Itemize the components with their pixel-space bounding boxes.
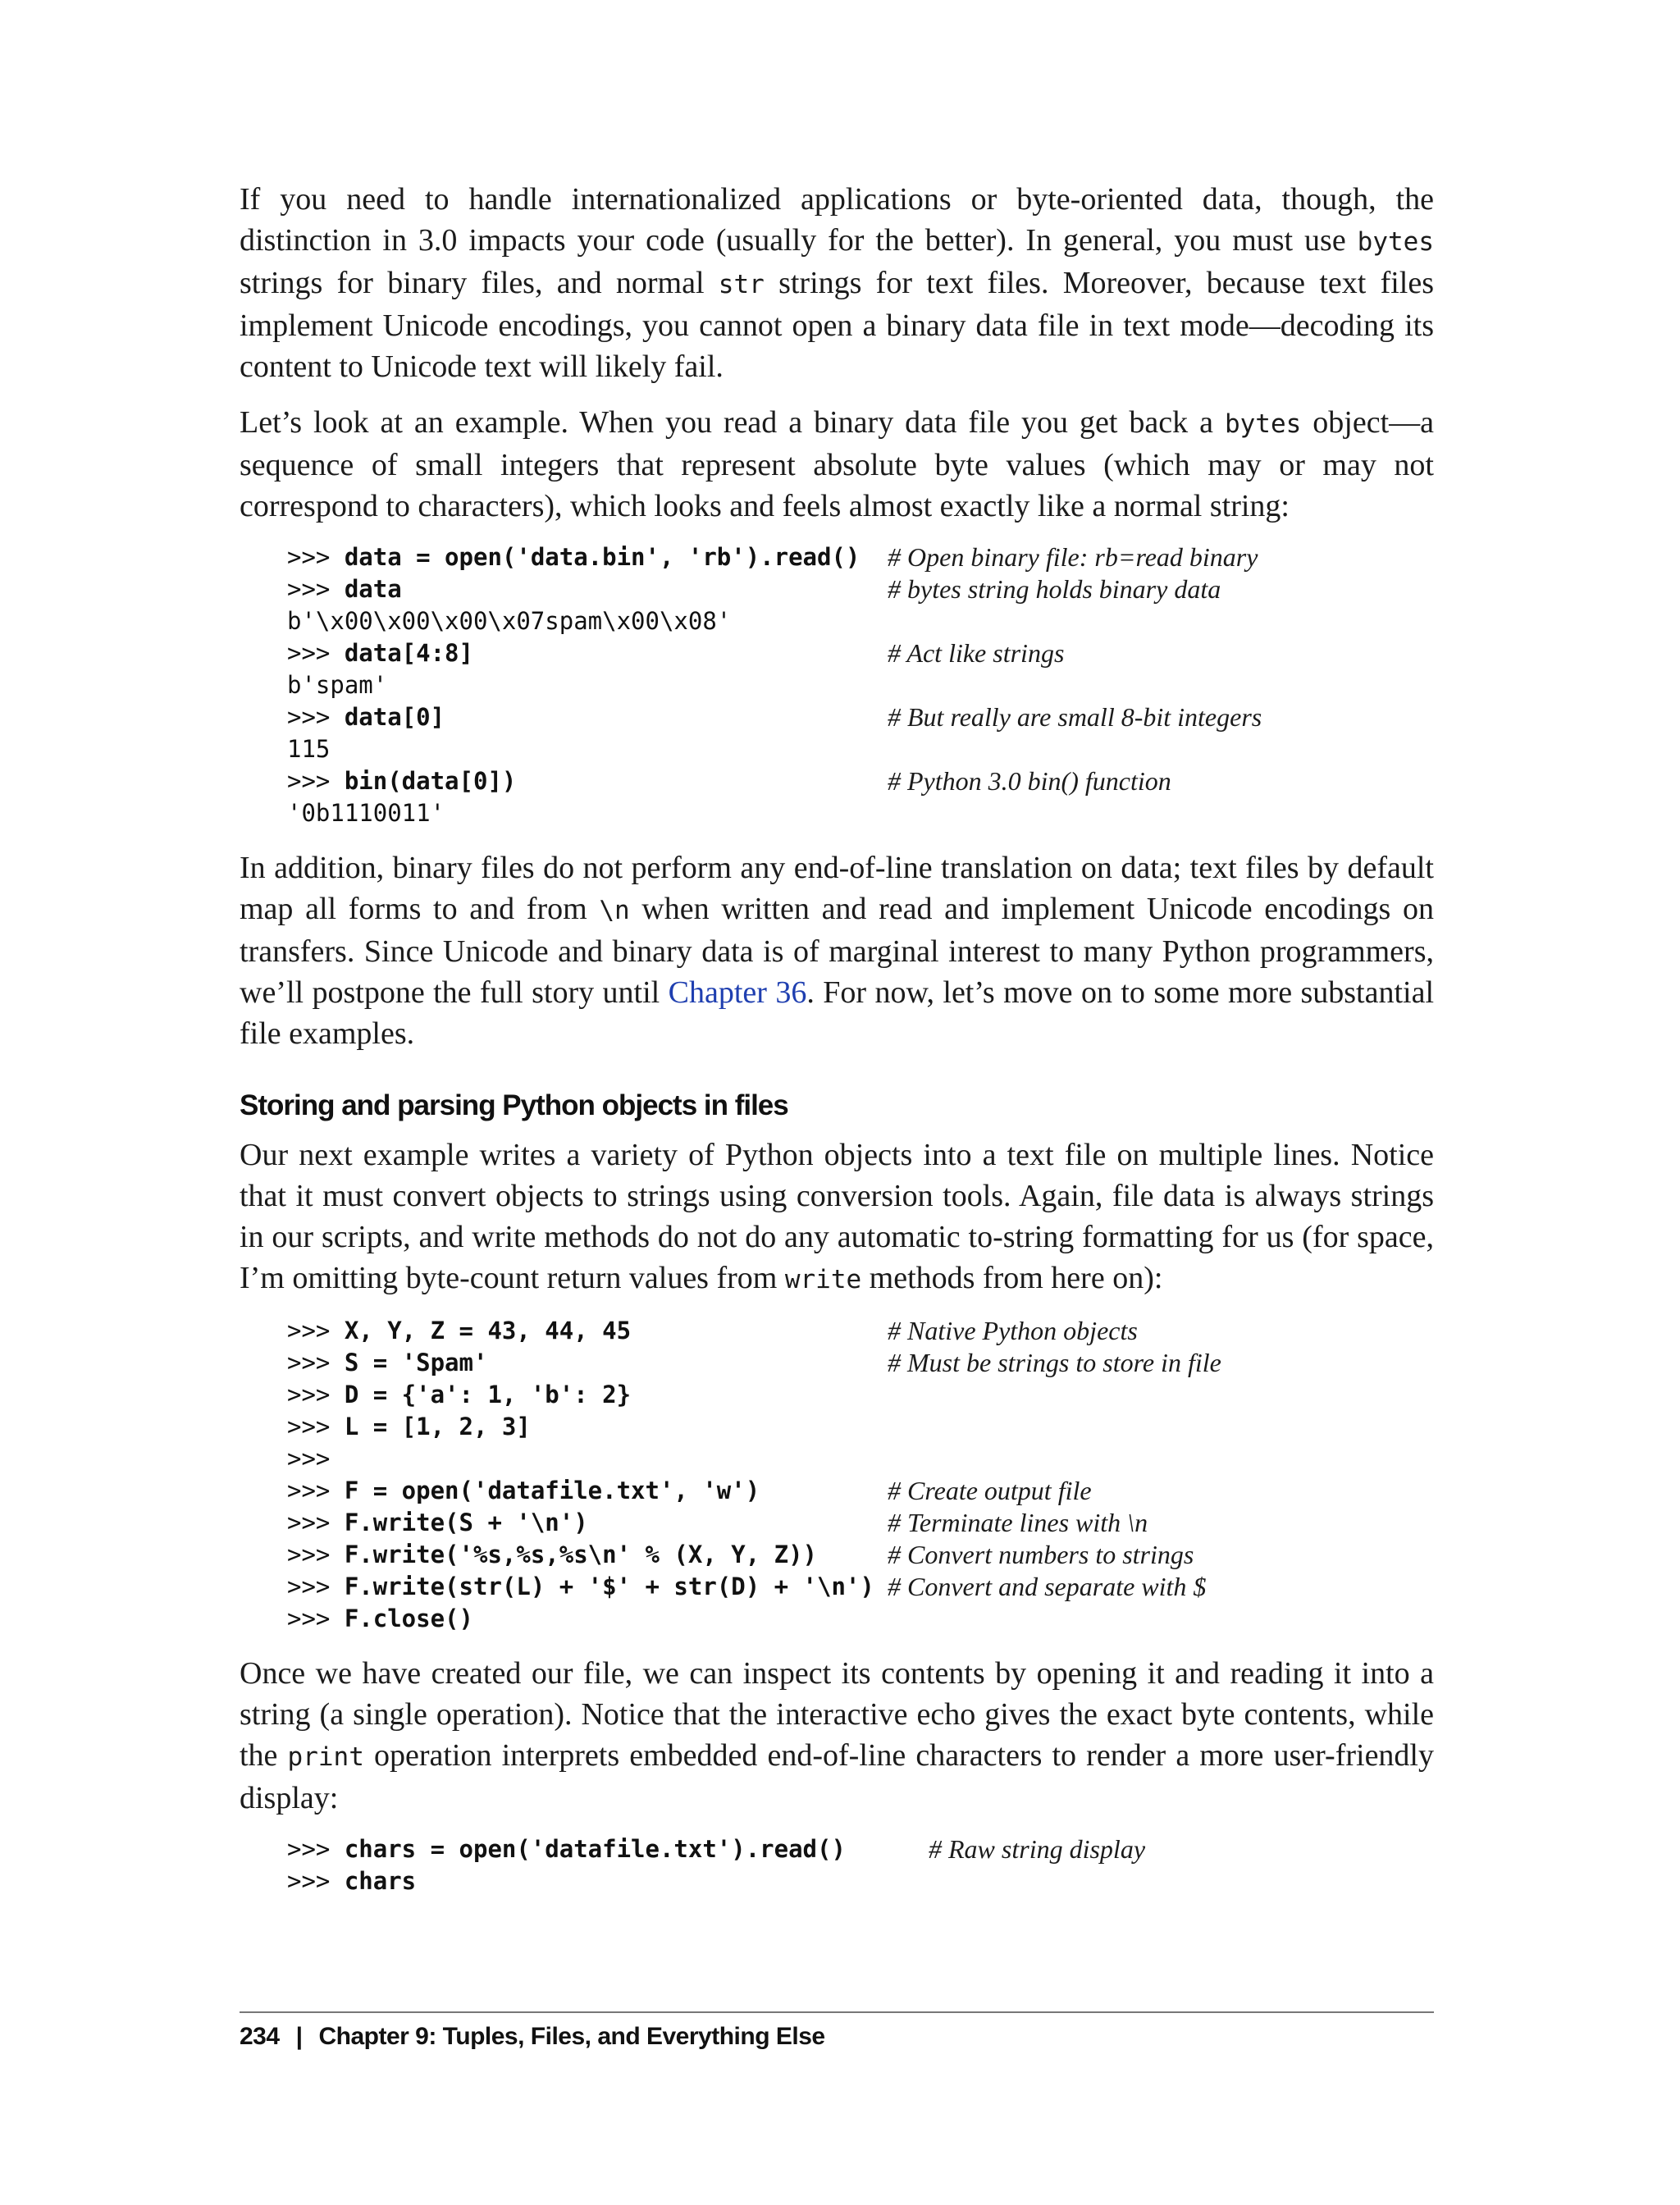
code-block-read-file bbox=[240, 1833, 1434, 1897]
code-prompt: >>> bbox=[287, 703, 345, 731]
code-statement bbox=[287, 573, 402, 605]
code-prompt: >>> bbox=[287, 1867, 345, 1895]
code-statement bbox=[287, 1315, 631, 1347]
code-input: data[0] bbox=[344, 703, 445, 731]
text-run: In addition, binary files do not perform any end-of-line translation on data; text files by default map all forms to and from bbox=[240, 851, 1434, 926]
code-statement bbox=[287, 1411, 531, 1443]
code-comment: # Act like strings bbox=[888, 638, 1065, 668]
text-run: strings for text files. Moreover, because text files implement Unicode encodings, you cannot open a binary data file in text mode—decoding its content to Unicode text will likely fail. bbox=[240, 266, 1434, 384]
code-statement bbox=[287, 1379, 631, 1411]
code-statement bbox=[287, 637, 473, 669]
code-output: 115 bbox=[287, 735, 331, 763]
code-line bbox=[240, 605, 1434, 637]
code-comment: # Open binary file: rb=read binary bbox=[888, 542, 1258, 572]
code-prompt: >>> bbox=[287, 1381, 345, 1408]
text-run: Once we have created our file, we can inspect its contents by opening it and reading it into a string (a single operation). Notice that the interactive echo gives the exact byte contents, while the bbox=[240, 1656, 1434, 1773]
code-statement bbox=[287, 1507, 588, 1539]
code-statement bbox=[287, 1603, 473, 1635]
code-line bbox=[240, 637, 1434, 669]
inline-code-bytes: bytes bbox=[1357, 227, 1434, 257]
code-line bbox=[240, 1411, 1434, 1443]
text-run: operation interprets embedded end-of-line characters to render a more user-friendly display: bbox=[240, 1738, 1434, 1815]
code-comment: # Native Python objects bbox=[888, 1316, 1138, 1345]
code-input: F.close() bbox=[344, 1605, 473, 1632]
code-prompt: >>> bbox=[287, 1605, 345, 1632]
code-comment: # Convert and separate with $ bbox=[888, 1572, 1207, 1601]
code-prompt: >>> bbox=[287, 767, 345, 795]
text-run: object—a sequence of small integers that represent absolute byte values (which may or may not correspond to characters), which looks and feels almost exactly like a normal string: bbox=[240, 405, 1435, 523]
page-body bbox=[240, 179, 1434, 1915]
code-line bbox=[240, 1347, 1434, 1379]
code-input: F = open('datafile.txt', 'w') bbox=[344, 1477, 760, 1504]
code-input: F.write(S + '\n') bbox=[344, 1509, 588, 1536]
code-statement bbox=[287, 797, 445, 829]
code-input: F.write('%s,%s,%s\n' % (X, Y, Z)) bbox=[344, 1541, 818, 1568]
code-block-write-file bbox=[240, 1315, 1434, 1635]
code-input: X, Y, Z = 43, 44, 45 bbox=[344, 1317, 632, 1344]
code-comment: # Terminate lines with \n bbox=[888, 1508, 1148, 1537]
code-line bbox=[240, 669, 1434, 701]
footer-divider bbox=[240, 2011, 1434, 2013]
code-input: bin(data[0]) bbox=[344, 767, 517, 795]
code-input: data bbox=[344, 575, 402, 603]
code-prompt: >>> bbox=[287, 1477, 345, 1504]
code-prompt: >>> bbox=[287, 1413, 345, 1440]
code-comment: # bytes string holds binary data bbox=[888, 574, 1221, 604]
paragraph-write-objects bbox=[240, 1134, 1434, 1300]
code-prompt: >>> bbox=[287, 1541, 345, 1568]
code-comment: # Must be strings to store in file bbox=[888, 1348, 1221, 1377]
code-line bbox=[240, 1571, 1434, 1603]
code-output: b'spam' bbox=[287, 671, 388, 699]
paragraph-inspect-contents bbox=[240, 1653, 1434, 1819]
inline-code-str: str bbox=[718, 270, 765, 299]
code-statement bbox=[287, 1347, 487, 1379]
code-input: chars = open('datafile.txt').read() bbox=[344, 1835, 846, 1863]
code-input: D = {'a': 1, 'b': 2} bbox=[344, 1381, 632, 1408]
code-line bbox=[240, 1379, 1434, 1411]
paragraph-unicode-distinction bbox=[240, 179, 1434, 387]
code-line bbox=[240, 541, 1434, 573]
code-output: b'\x00\x00\x00\x07spam\x00\x08' bbox=[287, 607, 732, 635]
code-line bbox=[240, 701, 1434, 733]
section-heading: Storing and parsing Python objects in files bbox=[240, 1089, 788, 1121]
paragraph-binary-example bbox=[240, 402, 1434, 527]
chapter-title: Chapter 9: Tuples, Files, and Everything Else bbox=[318, 2023, 825, 2050]
paragraph-end-of-line bbox=[240, 847, 1434, 1054]
text-run: Our next example writes a variety of Python objects into a text file on multiple lines. Notice that it must convert objects to strings using conversion tools. Again, file data is always strings in our scripts, and write methods do not do any automatic to-string formatting for us (for space, I’m omitting byte-count return values from bbox=[240, 1138, 1434, 1295]
code-statement bbox=[287, 1539, 817, 1571]
code-prompt: >>> bbox=[287, 1573, 345, 1600]
code-prompt: >>> bbox=[287, 1509, 345, 1536]
code-comment: # Python 3.0 bin() function bbox=[888, 766, 1171, 796]
text-run: methods from here on): bbox=[861, 1261, 1163, 1295]
code-statement bbox=[287, 1833, 846, 1865]
code-prompt: >>> bbox=[287, 543, 345, 571]
chapter-36-link[interactable]: Chapter 36 bbox=[668, 975, 807, 1010]
code-statement bbox=[287, 1571, 874, 1603]
code-input: data = open('data.bin', 'rb').read() bbox=[344, 543, 861, 571]
code-statement bbox=[287, 1475, 760, 1507]
code-block-binary-read bbox=[240, 541, 1434, 829]
code-statement bbox=[287, 765, 516, 797]
inline-code-bytes: bytes bbox=[1224, 409, 1302, 439]
code-prompt: >>> bbox=[287, 1445, 331, 1472]
inline-code-newline: \n bbox=[599, 896, 630, 925]
code-comment: # Raw string display bbox=[929, 1834, 1146, 1864]
code-line bbox=[240, 797, 1434, 829]
code-line bbox=[240, 1603, 1434, 1635]
text-run: strings for binary files, and normal bbox=[240, 266, 719, 300]
code-statement bbox=[287, 1865, 416, 1897]
footer-separator: | bbox=[295, 2023, 303, 2050]
code-line bbox=[240, 1507, 1434, 1539]
code-prompt: >>> bbox=[287, 1835, 345, 1863]
code-prompt: >>> bbox=[287, 1317, 345, 1344]
code-statement bbox=[287, 669, 387, 701]
code-input: S = 'Spam' bbox=[344, 1349, 488, 1376]
text-run: . For now, let’s move on to some more substantial file examples. bbox=[240, 975, 1435, 1051]
code-input: L = [1, 2, 3] bbox=[344, 1413, 531, 1440]
code-input: chars bbox=[344, 1867, 417, 1895]
code-statement bbox=[287, 605, 731, 637]
page-number: 234 bbox=[240, 2023, 280, 2050]
code-line bbox=[240, 765, 1434, 797]
code-line bbox=[240, 1833, 1434, 1865]
code-output: '0b1110011' bbox=[287, 799, 445, 827]
code-line bbox=[240, 1443, 1434, 1475]
code-line bbox=[240, 573, 1434, 605]
text-run: Let’s look at an example. When you read a binary data file you get back a bbox=[240, 405, 1225, 440]
code-comment: # Convert numbers to strings bbox=[888, 1540, 1194, 1569]
code-prompt: >>> bbox=[287, 1349, 345, 1376]
code-comment: # But really are small 8-bit integers bbox=[888, 702, 1262, 732]
text-run: If you need to handle internationalized applications or byte-oriented data, though, the distinction in 3.0 impacts your code (usually for the better). In general, you must use bbox=[240, 182, 1434, 258]
code-input: data[4:8] bbox=[344, 639, 473, 667]
code-line bbox=[240, 1865, 1434, 1897]
code-statement bbox=[287, 1443, 330, 1475]
code-input: F.write(str(L) + '$' + str(D) + '\n') bbox=[344, 1573, 874, 1600]
code-statement bbox=[287, 701, 445, 733]
code-prompt: >>> bbox=[287, 639, 345, 667]
code-prompt: >>> bbox=[287, 575, 345, 603]
code-comment: # Create output file bbox=[888, 1476, 1092, 1505]
code-line bbox=[240, 1315, 1434, 1347]
code-line bbox=[240, 1539, 1434, 1571]
code-line bbox=[240, 733, 1434, 765]
code-statement bbox=[287, 733, 330, 765]
text-run: when written and read and implement Unicode encodings on transfers. Since Unicode and binary data is of marginal interest to many Python programmers, we’ll postpone the full story until bbox=[240, 892, 1434, 1010]
code-statement bbox=[287, 541, 860, 573]
inline-code-print: print bbox=[287, 1742, 364, 1772]
page-footer bbox=[240, 2023, 825, 2051]
inline-code-write: write bbox=[784, 1265, 862, 1294]
code-line bbox=[240, 1475, 1434, 1507]
